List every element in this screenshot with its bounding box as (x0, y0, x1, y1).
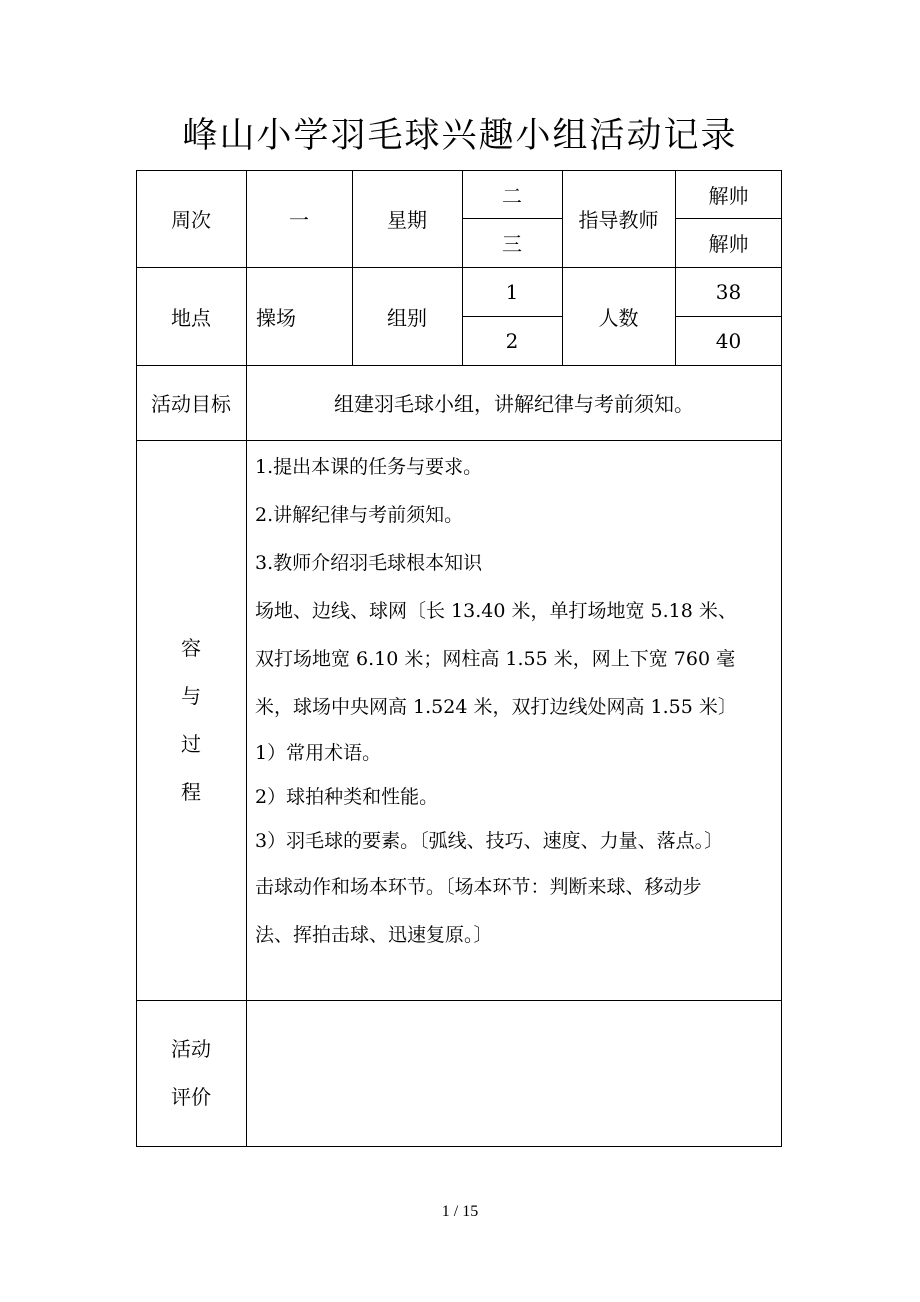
content-label (136, 440, 246, 1000)
content-line: 2）球拍种类和性能。 (255, 786, 439, 808)
evaluation-label-line: 评价 (171, 1085, 211, 1109)
count-label: 人数 (598, 305, 639, 330)
evaluation-label-line: 活动 (171, 1037, 211, 1061)
content-label-char: 程 (181, 780, 201, 804)
count-value: 40 (715, 328, 742, 353)
content-label-char: 容 (181, 636, 201, 660)
content-line: 3）羽毛球的要素。〔弧线、技巧、速度、力量、落点。〕 (255, 830, 724, 852)
content-body (255, 443, 775, 959)
teacher-label: 指导教师 (578, 208, 659, 232)
activity-record-table (136, 170, 782, 1147)
week-label: 周次 (171, 208, 211, 232)
content-line: 1）常用术语。 (255, 742, 382, 764)
count-value: 38 (715, 279, 742, 304)
week-value: 一 (289, 208, 309, 232)
weekday-value: 三 (502, 232, 522, 256)
goal-label: 活动目标 (151, 392, 231, 416)
content-line: 双打场地宽 6.10 米；网柱高 1.55 米，网上下宽 760 毫 (255, 648, 736, 670)
content-label-char: 与 (181, 684, 201, 708)
content-label-char: 过 (181, 732, 201, 756)
content-line: 击球动作和场本环节。〔场本环节：判断来球、移动步 (255, 876, 702, 898)
group-value: 2 (505, 328, 519, 353)
content-line: 3.教师介绍羽毛球根本知识 (255, 552, 483, 574)
weekday-label: 星期 (387, 208, 427, 232)
goal-text: 组建羽毛球小组，讲解纪律与考前须知。 (334, 392, 694, 416)
teacher-value: 解帅 (708, 232, 749, 256)
content-line: 米，球场中央网高 1.524 米，双打边线处网高 1.55 米〕 (255, 696, 737, 718)
table-border-bottom (136, 1146, 782, 1147)
evaluation-label (136, 1000, 246, 1146)
page-number: 1 / 15 (441, 1203, 479, 1220)
group-label: 组别 (387, 305, 427, 330)
content-line: 2.讲解纪律与考前须知。 (255, 504, 464, 526)
location-value: 操场 (256, 305, 296, 330)
content-line: 法、挥拍击球、迅速复原。〕 (255, 924, 493, 946)
teacher-value: 解帅 (708, 183, 749, 208)
content-line: 场地、边线、球网〔长 13.40 米，单打场地宽 5.18 米、 (255, 600, 737, 622)
evaluation-text (246, 1000, 782, 1146)
page-title: 峰山小学羽毛球兴趣小组活动记录 (182, 116, 738, 156)
group-value: 1 (505, 279, 519, 304)
location-label: 地点 (171, 305, 211, 330)
weekday-value: 二 (502, 183, 522, 208)
content-line: 1.提出本课的任务与要求。 (255, 456, 483, 478)
